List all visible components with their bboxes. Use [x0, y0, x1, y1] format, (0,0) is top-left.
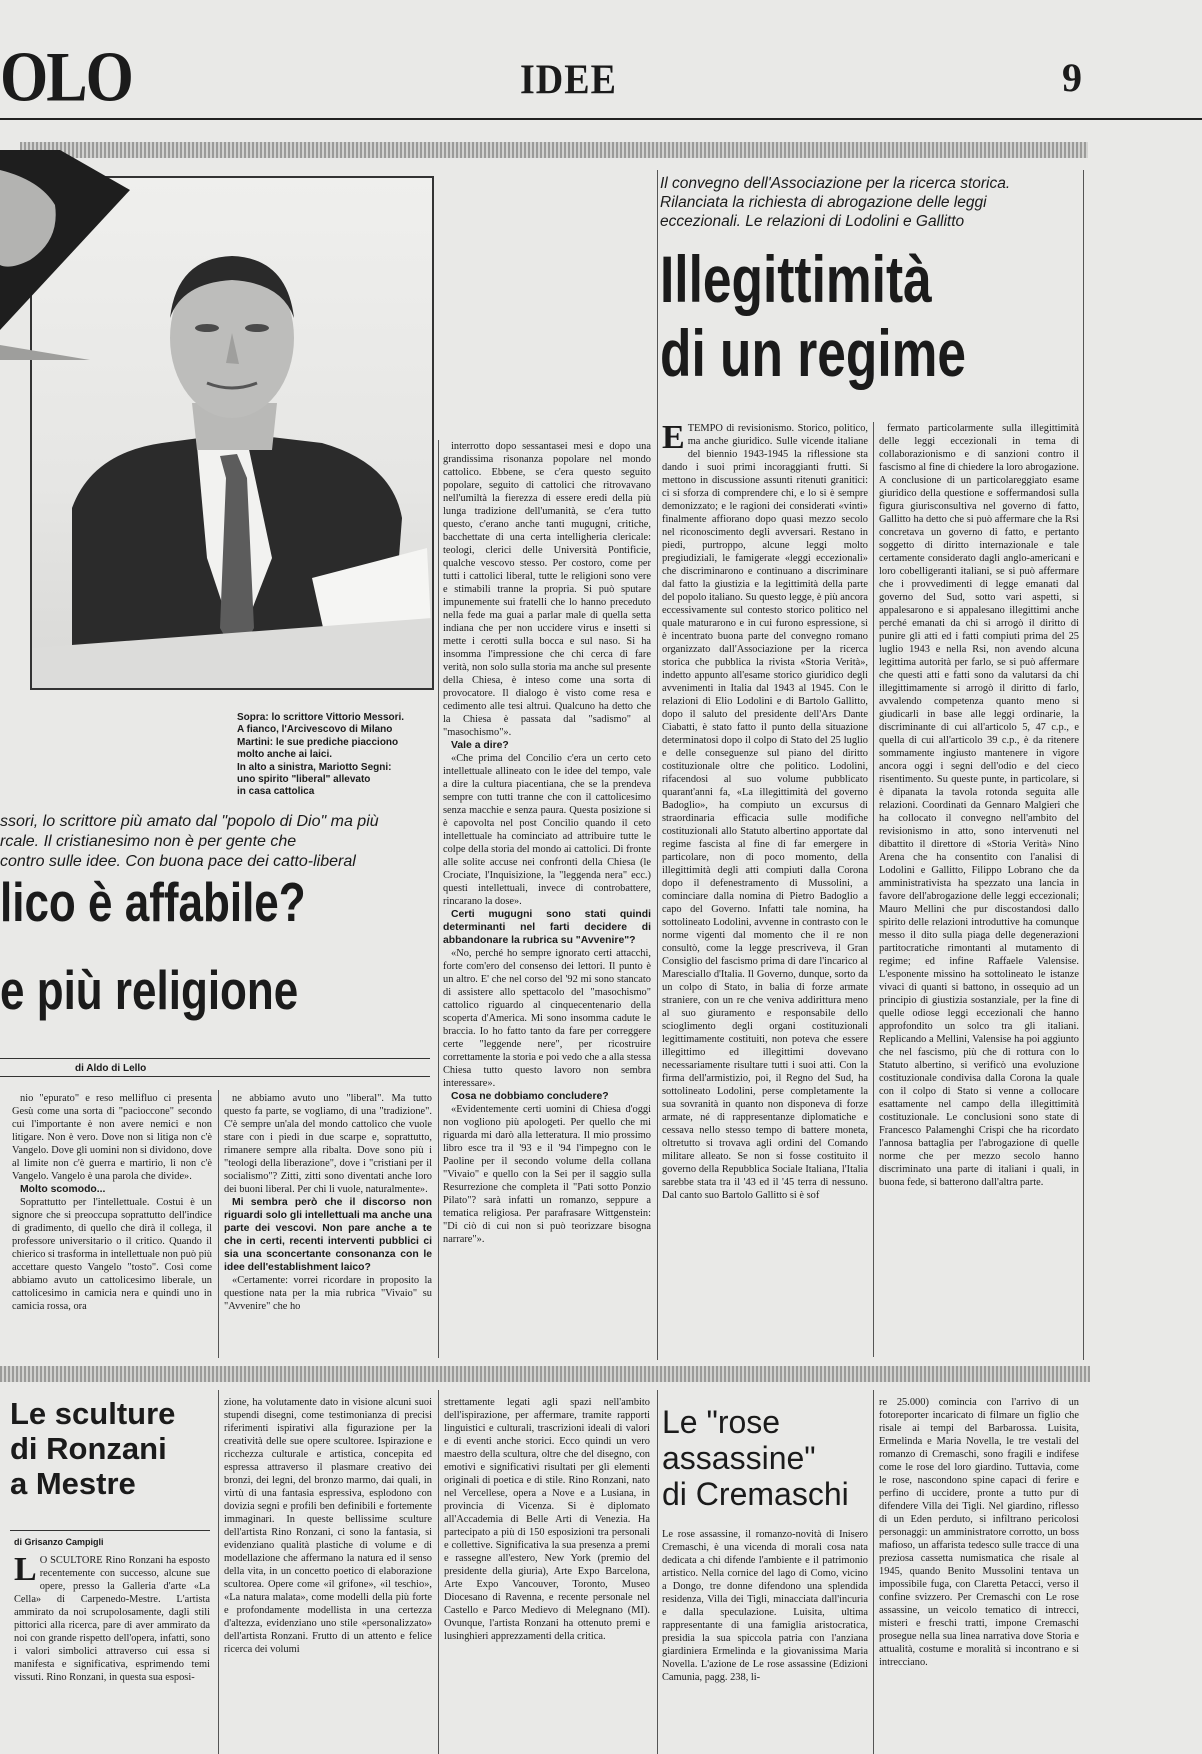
byline-rule: [0, 1058, 430, 1059]
ronzani-headline: [10, 1396, 175, 1501]
paragraph: re 25.000) comincia con l'arrivo di un fotoreporter incaricato di filmare un figlio che risale ai tempi del Barbarossa. Luisita, Ermelinda e Maria Novella, le tre vestali del romanzo di Cremaschi, sono fragili e indifese come le rose del loro giardino. Tuttavia, come le rose, nascondono spine capaci di ferire e perfino di uccidere, pronte a tutto pur di difendere Villa dei Tigli. Nel giardino, riflesso di un Eden perduto, si infiltrano pericolosi personaggi: un amministratore corrotto, un boss mafioso, un affarista tedesco sulle tracce di una preziosa cassetta numismatica che risale al 1945, quando Benito Mussolini tentava un impossibile fuga, con Claretta Petacci, verso il confine svizzero. Per Cremaschi con Le rose assassine, un veicolo tematico di intrecci, misteri e freschi tratti, impone Cremaschi prosegue nella sua linea narrativa dove Storia e attualità, costume e moralità si incontrano e si intrecciano.: [879, 1397, 1079, 1668]
drop-cap: E: [662, 422, 685, 456]
paragraph: «Certamente: vorrei ricordare in proposito la questione nata per la mia rubrica "Vivaio" su "Avvenire" che ho: [224, 1275, 432, 1312]
caption-line: Martini: le sue prediche piacciono: [237, 736, 399, 748]
left-byline: di Aldo di Lello: [75, 1063, 147, 1074]
headline-line: Le "rose: [662, 1404, 781, 1440]
column-rule: [438, 1390, 439, 1754]
column-rule: [218, 1090, 219, 1358]
header-rule: [0, 118, 1202, 120]
kicker-line: rcale. Il cristianesimo non è per gente che: [0, 833, 297, 850]
deck-line: Il convegno dell'Associazione per la ricerca storica.: [660, 175, 1011, 192]
cremaschi-col-1: [662, 1528, 868, 1746]
column-rule: [873, 422, 874, 1357]
paragraph: O SCULTORE Rino Ronzani ha esposto recentemente con successo, alcune sue opere, presso la Galleria d'arte «La Cella» di Carpenedo-Mestre. L'artista ammirato da noi scrupolosamente, dagli stili pittorici alla ricerca, pare di aver ammirato da noi con grande rispetto dell'opera, infatti, sono i valori simbolici attraverso cui essa si manifesta e significativa, esprimendo temi vissuti. Rino Ronzani, in questa sua esposi-: [14, 1555, 210, 1683]
paragraph: fermato particolarmente sulla illegittimità delle leggi eccezionali in tema di collaborazionismo e di sanzioni contro il fascismo al fine di chiedere la loro abrogazione. A conclusione di un particolareggiato esame giuridico della questione e soffermandosi sulla figura giurisconsultiva nel governo di fatto, Gallitto ha detto che si può affermare che la Rsi concretava un governo di fatto, e pertanto soggetto di diritto internazionale e tale certamente considerato dagli anglo-americani e loro cobelligeranti italiani, se si può affermare che i provvedimenti di legge emanati dal governo del Sud, sotto vari aspetti, si appalesarono e si appalesano illegittimi anche perché emanati da chi si arrogò il diritto di punire gli atti ed i fatti compiuti prima del 25 luglio 1943 e nella Rsi, non avendo alcuna legittima autorità per farlo, se si può affermare che questi atti e fatti sono da valutarsi da chi illegittimamente si arrogò il diritto di farlo, avvalendo competenza quanto meno si giudicarli in base alle leggi ordinarie, la discriminante di cui all'articolo 5, 47 c.p., e quella di cui all'articolo 39 c.p., è da ritenere sommamente ingiusto mantenere in vigore ancora oggi i segni dell'odio e del cieco risentimento. Su queste punte, in particolare, si è dipanata la tavola rotonda seguita alle relazioni. Coordinati da Gennaro Malgieri che ha collocato il convegno nell'ambito del revisionismo in atto, sono intervenuti nel dibattito il direttore di «Storia Verità» Nino Arena che ha consentito con l'analisi di Lodolini e Gallitto, Filippo Lobrano che da amministrativista ha spezzato una lancia in favore dell'abrogazione delle leggi eccezionali; Mauro Mellini che pur discostandosi dallo spirito delle relazioni introduttive ha comunque messo il dito sulla piaga delle degenerazioni partitocratiche rimontanti al mutamento di regime; ed infine Raffaele Valensise. L'esponente missino ha sottolineato le istanze vivaci di quanti si battono, in ossequio ad un principio di giustizia sostanziale, per la fine di quelle odiose leggi eccezionali che hanno approfondito un solco tra gli italiani. Replicando a Mellini, Valensise ha poi aggiunto che nel fascismo, più che di rottura con lo Statuto albertino, si verificò una evoluzione costituzionale condivisa dalla Corona la quale con il colpo di Stato si venne a collocare esattamente nel campo della illegittimità costituzionale. Le conclusioni sono state di Francesco Palamenghi Crispi che ha ricordato l'annosa battaglia per l'abrogazione di quelle norme che per mezzo secolo hanno discriminato una parte di italiani i quali, in buona fede, si batterono dall'altra parte.: [879, 423, 1079, 1188]
headline-line: assassine": [662, 1440, 816, 1476]
caption-line: uno spirito "liberal" allevato: [237, 774, 371, 786]
drop-cap: L: [14, 1554, 37, 1588]
right-col-2: [879, 422, 1079, 1357]
paragraph: TEMPO di revisionismo. Storico, politico, ma anche giuridico. Sulle vicende italiane del biennio 1943-1945 la riflessione sta dando i suoi primi incoraggianti frutti. Si mettono in discussione assunti ritenuti granitici: ci si sforza di comprendere chi, e lo si è sempre demonizzato; e le ragioni dei considerati «vinti» finalmente affiorano dopo quasi mezzo secolo nel riconoscimento degli avversari. Restano in piedi, purtroppo, alcune leggi molto pregiudiziali, le famigerate «leggi eccezionali» che discriminarono e continuano a discriminare dal fatto la giustizia e la legittimità della parte del popolo italiano. Su questo legge, è più ancora eccessivamente sul contesto storico politico nel quale maturarono e in cui furono espressione, si è incentrato buona parte del convegno romano organizzato dall'Associazione per la ricerca storica che pubblica la rivista «Storia Verità», indetto appunto all'esame storico giuridico degli avvenimenti in Italia dal 1943 al 1945. Con le relazioni di Elio Lodolini e di Bartolo Gallitto, dopo il saluto del presidente dell'Ars Dante Ciabatti, è stato fatto il punto della situazione determinatosi dopo il colpo di Stato del 25 luglio e delle conseguenze sul piano del diritto costituzionale oltre che politico. Lodolini, rifacendosi al suo volume pubblicato quarant'anni fa, «La illegittimità del governo Badoglio», ha compiuto un excursus di straordinaria efficacia sulle modifiche costituzionali allo Statuto albertino apportate dal regime fascista al fine di far emergere in particolare, non di poco momento, della illegittimità degli atti compiuti dalla Corona dopo il defenestramento di Mussolini, a cominciare dalla nomina di Pietro Badoglio a capo del Governo. Infatti tale nomina, ha sottolineato Lodolini, avvenne in contrasto con le norme vigenti dal momento che il re non consultò, come la legge prescriveva, il Gran Consiglio del fascismo prima di dare l'incarico al Maresciallo d'Italia. Il Governo, dunque, sorto da un colpo di Stato, in balia di forze armate straniere, con un re che veniva addirittura meno al suo giuramento e responsabile dello scioglimento degli organi costituzionali legittimamente costituiti, non poteva che essere illegittimo ed illegittimi dovevano necessariamente risultare tutti i suoi atti. Con la firma dell'armistizio, poi, il Regno del Sud, ha sottolineato Lodolini, perse completamente la sua sovranità in quanto non disponeva di forze armate, né di rappresentanze diplomatiche e cessava nello stesso tempo di battere moneta, oltretutto si trovava agli ordini del Comando militare alleato. Se non si fosse costituito il governo della Repubblica Sociale Italiana, l'Italia sarebbe stata tra il '43 ed il '45 terra di nessuno. Dal canto suo Bartolo Gallitto si è sof: [662, 423, 868, 1201]
kicker-line: contro sulle idee. Con buona pace dei catto-liberal: [0, 853, 356, 870]
question: Mi sembra però che il discorso non riguardi solo gli intellettuali ma anche una parte dei vescovi. Non pare anche a te che in certi, recenti interventi pubblici ci sia una sconcertante consonanza con le idee dell'establishment laico?: [224, 1197, 432, 1273]
caption-line: A fianco, l'Arcivescovo di Milano: [237, 724, 393, 736]
question: Certi mugugni sono stati quindi determinanti nel farti decidere di abbandonare la rubrica su "Avvenire"?: [443, 909, 651, 946]
caption-line: in casa cattolica: [237, 786, 315, 798]
left-headline-line2: e più religione: [0, 959, 299, 1021]
paragraph: interrotto dopo sessantasei mesi e dopo una grandissima risonanza popolare nel mondo cattolico. Ebbene, se c'era questo seguito popolare, seguito di cattolici che ritrovavano nell'umiltà la fierezza di essere eredi della più lunga tradizione dell'umanità, se c'era tutto questo, c'erano anche tanti mugugni, critiche, bacchettate di una certa intelligheria clericale: teologi, clerici delle Università Pontificie, qualche vescovo stesso. Per costoro, come per tutti i cattolici liberal, tutte le religioni sono vere e stimabili tranne la propria. Si può sputare impunemente sui fratelli che lo hanno preceduto nella fede ma guai a parlar male di quella setta indiana che per non uccidere virus e insetti si mette i cerotti sulla bocca e sul naso. Si ha insomma l'impressione che chi cerca di fare verità, non solo sulla storia ma anche sul presente della Chiesa, è inteso come una sorta di provocatore. Il dialogo è visto come resa e cedimento alle tesi altrui. Qualcuno ha detto che la Chiesa è passata dal "sadismo" al "masochismo"».: [443, 441, 651, 738]
paragraph: nio "epurato" e reso mellifluo ci presenta Gesù come una sorta di "pacioccone" secondo cui l'importante è non avere nemici e non litigare. Non è vero. Dove non si litiga non c'è Vangelo. Dove gli uomini non si dividono, dove al limite non c'è guerra e martirio, lì non c'è Vangelo. Vangelo è una parola che divide».: [12, 1093, 212, 1182]
ronzani-col-2: [224, 1396, 432, 1746]
right-headline-line1: Illegittimità: [660, 242, 932, 316]
headline-line: a Mestre: [10, 1466, 136, 1501]
column-rule: [438, 440, 439, 1358]
caption-line: In alto a sinistra, Mariotto Segni:: [237, 761, 392, 773]
paragraph: «Evidentemente certi uomini di Chiesa d'oggi non vogliono più apologeti. Per quello che mi riguarda mi darò alla letteratura. Il mio prossimo libro esce tra il '93 e il '94 l'impegno con le Paoline per il secondo volume della collana "Vivaio" e quello con la Sei per il saggio sulla Resurrezione che completa il "Pati sotto Ponzio Pilato"? sarà infatti un romanzo, seppure a tematica religiosa. Per parafrasare Wittgenstein: "Di ciò di cui non si può teorizzare bisogna narrare"».: [443, 1104, 651, 1245]
paragraph: «Che prima del Concilio c'era un certo ceto intellettuale allineato con le idee del tempo, vale a dire la cultura piacentiana, che se la prendeva sempre con tutti tranne che con il cattolicesimo senza macchie e senza paura. Questa posizione si è capovolta nel post Concilio quando il ceto intellettuale ha cominciato ad attribuire tutte le colpe della storia del mondo ai cattolici. Di fronte alle solite accuse nei confronti della Chiesa (le Crociate, l'Inquisizione, la "leggenda nera" ecc.) questi intellettuali, invece di controbattere, rincarano la dose».: [443, 753, 651, 907]
section-title: IDEE: [520, 57, 617, 104]
paragraph: Le rose assassine, il romanzo-novità di Inisero Cremaschi, è una vicenda di morali cosa nata dedicata a chi difende l'ambiente e il patrimonio artistico. Nella cornice del lago di Como, vicino a Dongo, tre donne difendono una splendida residenza, Villa dei Tigli, minacciata dall'incuria e dalla speculazione. Luisita, ultima rappresentante di una famiglia aristocratica, presidia la sua spiccola patria con l'anziana giardiniera Ermelinda e la giovanissima Maria Novella. L'azione de Le rose assassine (Edizioni Camunia, pagg. 238, li-: [662, 1529, 868, 1683]
headline-line: di Ronzani: [10, 1431, 167, 1466]
paragraph: ne abbiamo avuto uno "liberal". Ma tutto questo fa parte, se vogliamo, di una "tradizione". C'è sempre un'ala del mondo cattolico che vuole stare con i piedi in due scarpe e, soprattutto, rimanere sempre alla ribalta. Dove sono più i "teologi della liberazione", dove i "cristiani per il socialismo"? Zitti, zitti sono diventati anche loro dei buoni liberal. Per chi li vuole, naturalmente».: [224, 1093, 432, 1195]
column-rule: [657, 170, 658, 1360]
ronzani-byline: di Grisanzo Campigli: [14, 1537, 104, 1547]
masthead: OLO: [0, 38, 132, 117]
headline-line: Le sculture: [10, 1396, 176, 1431]
paragraph: «No, perché ho sempre ignorato certi attacchi, forte com'ero del consenso dei lettori. Il punto è un altro. E' che nel corso del '92 mi sono stancato di assistere allo spettacolo del "masochismo" cattolico riguardo al cinquecentenario della scoperta d'America. Mi sono insomma cadute le braccia. Io ho fatto tanto da fare per correggere certe "leggende nere", per ricostruire correttamente la storia e poi vedo che a alla stessa Chiesa tutto questo lavoro non sembra interessare».: [443, 948, 651, 1089]
left-headline-line1: lico è affabile?: [0, 871, 306, 933]
column-rule: [1083, 170, 1084, 1360]
top-band: [20, 142, 1088, 158]
right-col-1: [662, 422, 868, 1357]
caption-line: molto anche ai laici.: [237, 749, 333, 761]
cremaschi-headline: [662, 1404, 849, 1512]
subhead: Molto scomodo...: [20, 1184, 106, 1195]
ronzani-col-1: [14, 1554, 210, 1744]
caption-line: Sopra: lo scrittore Vittorio Messori.: [237, 712, 405, 723]
byline-rule: [10, 1530, 210, 1531]
column-rule: [218, 1390, 219, 1754]
cremaschi-col-2: [879, 1396, 1079, 1746]
photo-segni-inset: [0, 150, 140, 360]
right-deck: [660, 174, 1060, 231]
byline-rule: [0, 1076, 430, 1077]
paragraph: strettamente legati agli spazi nell'ambito dell'ispirazione, per affermare, tramite rapporti linguistici e culturali, trascrizioni ideali di valori e di eventi anche storici. Ecco quindi un vero maestro della scultura, oltre che del disegno, con emotivi e significativi risultati per gli elementi originali di poetica e di stile. Rino Ronzani, nato nel Vercellese, opera a Nove e a Lusiana, in provincia di Vicenza. Si è diplomato all'Accademia di Belle Arti di Venezia. Ha partecipato a più di 150 esposizioni tra personali e collettive. Significativa la sua presenza a premi e rassegne all'estero, New York (premio del presidente della giuria), Arte Expo Barcelona, Arte Expo Vancouver, Toronto, Museo Diocesano di Ravenna, e recente personale nel Castello e Parco Medievo di Melegnano (MI). Ovunque, l'artista Ronzani ha ottenuto premi e lusinghieri apprezzamenti della critica.: [444, 1397, 650, 1642]
left-col-2: [224, 1092, 432, 1357]
headline-line: di Cremaschi: [662, 1476, 849, 1512]
deck-line: eccezionali. Le relazioni di Lodolini e Gallitto: [660, 213, 965, 230]
subhead: Vale a dire?: [451, 740, 509, 751]
deck-line: Rilanciata la richiesta di abrogazione delle leggi: [660, 194, 987, 211]
column-rule: [873, 1390, 874, 1754]
left-col-3: [443, 440, 651, 1358]
photo-caption: [237, 712, 417, 799]
page-number: 9: [1062, 55, 1082, 100]
right-headline-line2: di un regime: [660, 316, 967, 390]
middle-band: [0, 1366, 1090, 1382]
paragraph: zione, ha volutamente dato in visione alcuni suoi stupendi disegni, come testimonianza di precisi riferimenti ispirativi alla figurazione per la creatività delle sue opere scultoree. Ispirazione e ricchezza culturale e artistica, concepita ed espressa attraverso il plasmare creativo dei bronzi, dei legni, del bronzo marmo, dai quali, in virtù di una fantasia espressiva, esplodono con dovizia segni e profili ben definibili e fortemente immaginari. In queste bellissime sculture dell'artista Rino Ronzani, ci sono la fantasia, si evidenziano qualità plastiche di volume e di modellazione che affermano la natura ed il senso della vita, in un concetto poetico di elaborazione scultorea. Opere come «il grifone», «il teschio», «La natura malata», come modelli della più forte e profondamente modellista in una certezza d'altezza, evidenziano uno stile «personalizzato» dell'artista Ronzani. Frutto di un attento e felice ricerca dei volumi: [224, 1397, 432, 1655]
paragraph: Soprattutto per l'intellettuale. Costui è un signore che si preoccupa soprattutto dell'indice di gradimento, di quello che dirà il collega, il professore universitario o il critico. Quando il chierico si trasforma in intellettuale non può più accettare questo Vangelo "tosto". Così come abbiamo avuto un cattolicesimo liberale, un cattolicesimo in camicia nera e quindi uno in camicia rossa, ora: [12, 1197, 212, 1312]
kicker-line: ssori, lo scrittore più amato dal "popolo di Dio" ma più: [0, 813, 379, 830]
subhead: Cosa ne dobbiamo concludere?: [451, 1091, 609, 1102]
column-rule: [657, 1390, 658, 1754]
ronzani-col-3: [444, 1396, 650, 1746]
left-col-1: [12, 1092, 212, 1357]
left-kicker: [0, 812, 420, 872]
